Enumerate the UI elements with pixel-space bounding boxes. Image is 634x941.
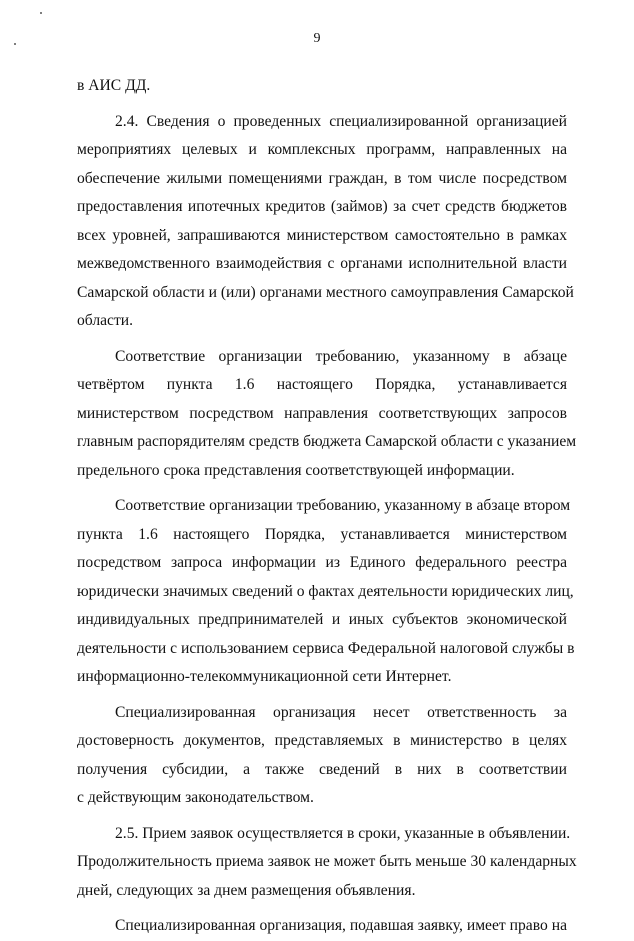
text-line: в АИС ДД. (77, 77, 151, 94)
text-line: Соответствие организации требованию, указанному в абзаце втором (115, 497, 571, 514)
text-line: получения субсидии, а также сведений в них в соответствии (77, 760, 567, 778)
text-line: 2.5. Прием заявок осуществляется в сроки, указанные в объявлении. (115, 824, 571, 842)
paragraph-2-5 (77, 820, 577, 906)
text-line: предоставления ипотечных кредитов (займов) за счет средств бюджетов (77, 198, 567, 215)
page-number: 9 (313, 31, 321, 46)
text-line: четвёртом пункта 1.6 настоящего Порядка, устанавливается (77, 376, 567, 393)
text-line: 2.4. Сведения о проведенных специализированной организацией (115, 112, 567, 130)
text-line: области. (77, 312, 134, 329)
text-line: юридически значимых сведений о фактах деятельности юридических лиц, (77, 582, 574, 600)
paragraph-compliance-2 (77, 492, 575, 692)
text-line: индивидуальных предпринимателей и иных субъектов экономической (77, 611, 567, 628)
text-line: предельного срока представления соответствующей информации. (77, 461, 515, 479)
text-line: Соответствие организации требованию, указанному в абзаце (115, 347, 567, 365)
text-line: Самарской области и (или) органами местного самоуправления Самарской (77, 283, 574, 301)
text-line: министерством посредством направления соответствующих запросов (77, 404, 567, 422)
paragraph-compliance-1 (77, 343, 577, 486)
text-line: всех уровней, запрашиваются министерством самостоятельно в рамках (77, 226, 567, 244)
text-line: межведомственного взаимодействия с органами исполнительной власти (77, 255, 567, 272)
text-line: посредством запроса информации из Единого федерального реестра (77, 554, 567, 571)
text-line: главным распорядителям средств бюджета Самарской области с указанием (77, 433, 577, 450)
text-line: обеспечение жилыми помещениями граждан, в том числе посредством (77, 169, 567, 187)
scan-speck (40, 12, 42, 14)
text-line: Специализированная организация, подавшая заявку, имеет право на (115, 917, 567, 934)
paragraph-continuation (77, 72, 567, 101)
text-line: с действующим законодательством. (77, 789, 314, 806)
text-line: мероприятиях целевых и комплексных программ, направленных на (77, 141, 567, 158)
text-line: информационно-телекоммуникационной сети Интернет. (77, 668, 452, 685)
text-line: дней, следующих за днем размещения объявления. (77, 881, 416, 899)
text-line: Специализированная организация несет ответственность за (115, 703, 567, 721)
text-line: достоверность документов, представляемых в министерство в целях (77, 732, 567, 749)
text-line: пункта 1.6 настоящего Порядка, устанавливается министерством (77, 525, 567, 543)
paragraph-responsibility (77, 699, 567, 813)
paragraph-2-4 (77, 108, 574, 336)
paragraph-rights (77, 912, 567, 941)
document-body (77, 72, 577, 941)
text-line: Продолжительность приема заявок не может быть меньше 30 календарных (77, 853, 577, 870)
text-line: деятельности с использованием сервиса Федеральной налоговой службы в (77, 639, 575, 657)
